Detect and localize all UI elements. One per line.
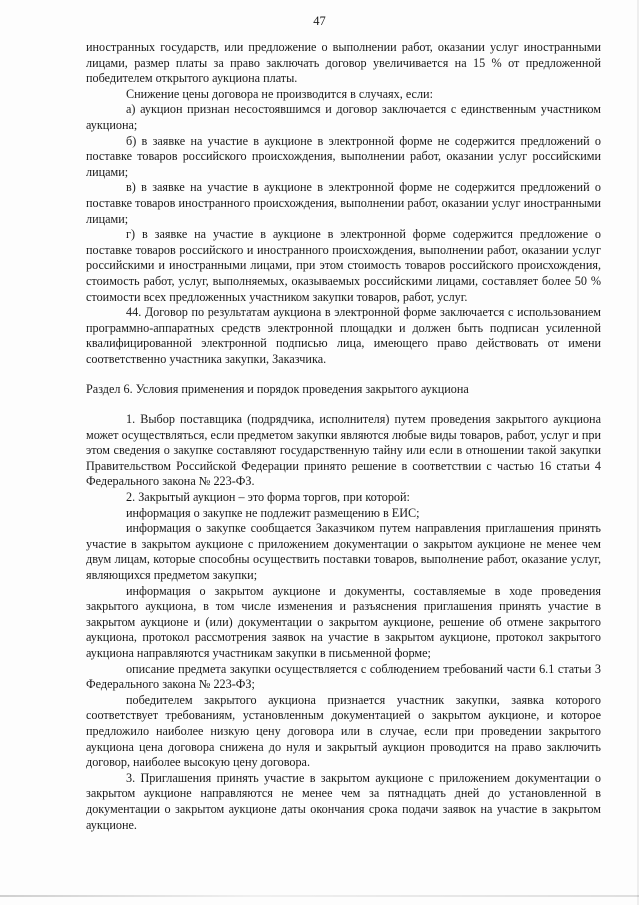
list-item-b: б) в заявке на участие в аукционе в электронной форме не содержится предложений о поставке товаров российского происхождения, выполнении работ, оказании услуг российскими лицами; — [86, 133, 601, 179]
paragraph-continuation: иностранных государств, или предложение о выполнении работ, оказании услуг иностранными лицами, размер платы за право заключать договор увеличивается на 15 % от предложенной победителем открытого аукциона платы. — [86, 40, 601, 86]
list-item-g: г) в заявке на участие в аукционе в электронной форме содержится предложение о поставке товаров российского и иностранного происхождения, выполнении работ, оказании услуг российскими и иностранными лицами, при этом стоимость товаров российского происхождения, стоимость работ, услуг, выполняемых, оказываемых российскими лицами, составляет более 50 % стоимости всех предложенных участником закупки товаров, работ, услуг. — [86, 227, 601, 304]
section-paragraph-3: 3. Приглашения принять участие в закрытом аукционе с приложением документации о закрытом аукционе направляются не менее чем за пятнадцать дней до установленной в документации о закрытом аукционе даты окончания срока подачи заявок на участие в закрытом аукционе. — [86, 770, 601, 832]
section-paragraph-2: 2. Закрытый аукцион – это форма торгов, при которой: — [126, 490, 410, 505]
paragraph-44: 44. Договор по результатам аукциона в электронной форме заключается с использованием программно-аппаратных средств электронной площадки и должен быть подписан усиленной квалифицированной электронной подписью лица, имеющего право действовать от имени соответственно участника закупки, Заказчика. — [86, 305, 601, 366]
section-heading: Раздел 6. Условия применения и порядок проведения закрытого аукциона — [86, 382, 469, 397]
section-item-winner: победителем закрытого аукциона признается участник закупки, заявка которого соответствует требованиям, установленным документацией о закрытом аукционе, и которое предложило наиболее низкую цену договора или в случае, если при проведении закрытого аукциона цена договора снижена до нуля и закрытый аукцион проводится на право заключить договор, наиболее высокую цену договора. — [86, 692, 601, 770]
section-item-invitation: информация о закупке сообщается Заказчиком путем направления приглашения принять участие в закрытом аукционе с приложением документации о закрытом аукционе не менее чем двум лицам, которые способны осуществить поставки товаров, выполнение работ, оказание услуг, являющихся предметом закупки; — [86, 521, 601, 582]
page-number: 47 — [313, 14, 326, 28]
section-paragraph-1: 1. Выбор поставщика (подрядчика, исполнителя) путем проведения закрытого аукциона может осуществляться, если предметом закупки являются любые виды товаров, работ, услуг и при этом сведения о закупке составляют государственную тайну или если в отношении такой закупки Правительством Российской Федерации принято решение в соответствии с частью 16 статьи 4 Федерального закона № 223-ФЗ. — [86, 412, 601, 489]
scan-shadow-bottom — [0, 895, 639, 897]
section-item-eis: информация о закупке не подлежит размещению в ЕИС; — [126, 505, 420, 520]
section-item-description: описание предмета закупки осуществляется с соблюдением требований части 6.1 статьи 3 Федерального закона № 223-ФЗ; — [86, 661, 601, 692]
paragraph-price-reduction-cases: Снижение цены договора не производится в случаях, если: — [126, 86, 433, 101]
list-item-a: а) аукцион признан несостоявшимся и договор заключается с единственным участником аукциона; — [86, 102, 601, 132]
document-body — [86, 40, 601, 833]
section-item-documents: информация о закрытом аукционе и документы, составляемые в ходе проведения закрытого аукциона, в том числе изменения и разъяснения приглашения принять участие в закрытом аукционе и (или) документации о закрытом аукционе, решение об отмене закрытого аукциона, протокол рассмотрения заявок на участие в закрытом аукционе, протокол закрытого аукциона направляются участникам закупки в письменной форме; — [86, 583, 601, 660]
list-item-v: в) в заявке на участие в аукционе в электронной форме не содержится предложений о поставке товаров иностранного происхождения, выполнении работ, оказании услуг иностранными лицами; — [86, 180, 601, 226]
